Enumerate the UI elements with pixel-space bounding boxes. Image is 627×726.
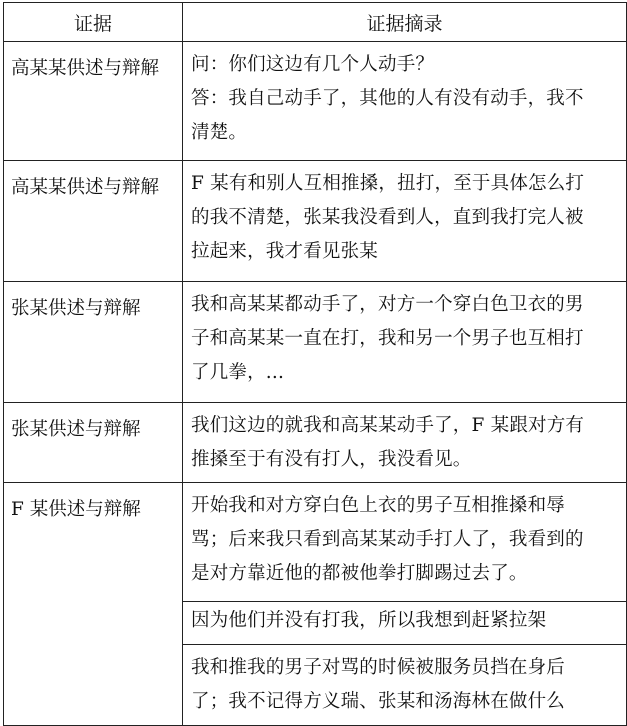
- excerpt-line: F 某有和别人互相推搡，扭打，至于具体怎么打: [191, 173, 585, 194]
- evidence-excerpt-cell: [183, 483, 627, 602]
- evidence-excerpt-cell: [183, 42, 627, 161]
- excerpt-line: 我们这边的就我和高某某动手了，F 某跟对方有: [191, 415, 585, 436]
- evidence-source: 高某某供述与辩解: [11, 177, 160, 198]
- excerpt-line: 问：你们这边有几个人动手？: [191, 54, 435, 75]
- evidence-excerpt-cell: [183, 403, 627, 483]
- excerpt-line: 子和高某某一直在打，我和另一个男子也互相打: [191, 328, 584, 349]
- header-evidence-excerpt: 证据摘录: [183, 3, 627, 42]
- table-row: [4, 483, 627, 602]
- evidence-excerpt-cell: [183, 602, 627, 645]
- evidence-source-cell: [4, 483, 183, 726]
- evidence-excerpt: [183, 645, 626, 719]
- table-row: [4, 282, 627, 403]
- excerpt-line: 的我不清楚，张某我没看到人，直到我打完人被: [191, 207, 584, 228]
- evidence-source-cell: [4, 282, 183, 403]
- excerpt-line: 了几拳，...: [191, 362, 285, 383]
- table-row: [4, 161, 627, 282]
- evidence-excerpt: [183, 602, 626, 638]
- table-row: [4, 403, 627, 483]
- evidence-excerpt: [183, 42, 626, 150]
- excerpt-line: 是对方靠近他的都被他拳打脚踢过去了。: [191, 563, 528, 584]
- evidence-source-cell: [4, 403, 183, 483]
- excerpt-line: 骂；后来我只看到高某某动手打人了，我看到的: [191, 529, 584, 550]
- excerpt-line: 我和推我的男子对骂的时候被服务员挡在身后: [191, 657, 566, 678]
- evidence-excerpt-cell: [183, 645, 627, 726]
- evidence-excerpt: [183, 282, 626, 390]
- evidence-source: F 某供述与辩解: [11, 499, 141, 520]
- evidence-source-cell: [4, 161, 183, 282]
- header-evidence: 证据: [4, 3, 183, 42]
- excerpt-line: 开始我和对方穿白色上衣的男子互相推搡和辱: [191, 495, 566, 516]
- excerpt-line: 推搡至于有没有打人，我没看见。: [191, 449, 472, 470]
- evidence-source: 张某供述与辩解: [11, 419, 141, 440]
- evidence-source-cell: [4, 42, 183, 161]
- evidence-table: [3, 2, 627, 726]
- excerpt-line: 我和高某某都动手了，对方一个穿白色卫衣的男: [191, 294, 584, 315]
- table-header-row: [4, 3, 627, 42]
- table-row: [4, 42, 627, 161]
- evidence-excerpt: [183, 483, 626, 591]
- excerpt-line: 拉起来，我才看见张某: [191, 241, 379, 262]
- excerpt-line: 清楚。: [191, 122, 248, 143]
- excerpt-line: 了；我不记得方义瑞、张某和汤海林在做什么: [191, 691, 566, 712]
- evidence-excerpt-cell: [183, 282, 627, 403]
- excerpt-line: 答：我自己动手了，其他的人有没有动手，我不: [191, 88, 584, 109]
- evidence-excerpt: [183, 161, 626, 269]
- evidence-source: 高某某供述与辩解: [11, 58, 160, 79]
- excerpt-line: 因为他们并没有打我，所以我想到赶紧拉架: [191, 610, 547, 631]
- evidence-excerpt: [183, 403, 626, 477]
- evidence-excerpt-cell: [183, 161, 627, 282]
- evidence-source: 张某供述与辩解: [11, 298, 141, 319]
